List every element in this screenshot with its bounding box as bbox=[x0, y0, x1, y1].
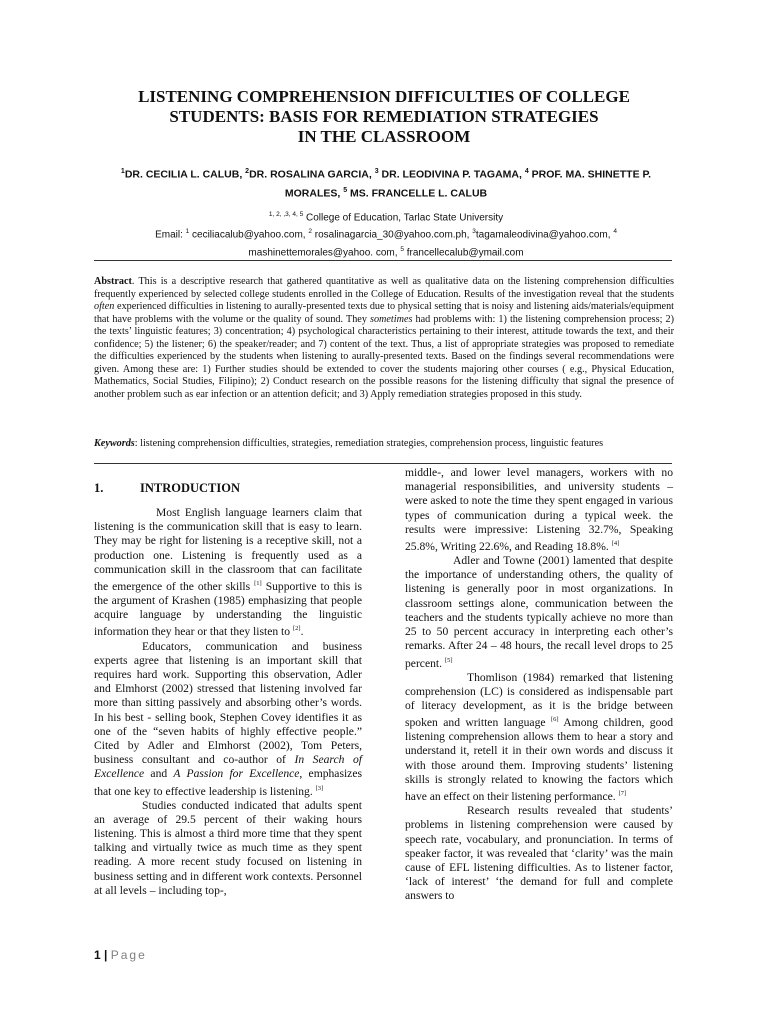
left-column bbox=[94, 506, 362, 898]
affiliation-block bbox=[96, 208, 676, 260]
right-column bbox=[405, 466, 673, 904]
author-list: $^1$DR. CECILIA L. CALUB, $^2$DR. ROSALINA GARCIA, $^3$ DR. LEODIVINA P. TAGAMA, $^4$ PROF. MA. SHINETTE P. MORALES, $^5$ MS. FRANCELLE L. CALUB bbox=[120, 168, 652, 199]
header-divider bbox=[94, 260, 672, 261]
paragraph: Most English language learners claim that listening is the communication skill that is easy to learn. They may be right for listening is a receptive skill, not a production one. Listening is frequently used as a communication skill in the classroom that can facilitate the emergence of the other skills [1] Supportive to this is the argument of Krashen (1985) emphasizing that people acquire language by understanding the linguistic information they hear or that they listen to [2]. bbox=[94, 506, 362, 639]
page-label: Page bbox=[110, 948, 147, 962]
page-number: 1 bbox=[94, 948, 101, 962]
abstract-divider bbox=[94, 463, 672, 464]
section-heading-introduction: 1. INTRODUCTION bbox=[94, 481, 241, 495]
abstract: Abstract. This is a descriptive research that gathered quantitative as well as qualitative data on the listening comprehension difficulties frequently experienced by selected college students enrolled in the College of Education. Results of the investigation reveal that the students often experienced difficulties in listening to aurally-presented texts due to physical setting that is noisy and listening aids/materials/equipment that have problems with the volume or the quality of sound. They sometimes had problems with: 1) the listening comprehension process; 2) the texts’ linguistic features; 3) concentration; 4) psychological characteristics pertaining to their interest, attitude towards the text, and their confidence; 5) the listener; 6) the speaker/reader; and 7) content of the text. Thus, a list of appropriate strategies was proposed to remediate the difficulties experienced by the students when listening to aurally-presented texts. Based on the findings several recommendations were given. Among these are: 1) Further studies should be extended to cover the students majoring other courses ( e.g., Physical Education, Mathematics, Social Studies, Filipino); 2) Conduct research on the possible reasons for the listening difficulty that signal the presence of another problem such as ear infection or an attention deficit; and 3) Apply remediation strategies proposed in this study. bbox=[94, 276, 674, 400]
paragraph: Adler and Towne (2001) lamented that despite the importance of understanding others, the quality of listening is generally poor in most organizations. In classroom settings alone, communication between the teachers and the students typically achieve no more than 25 to 50 percent accuracy in interpreting each other’s remarks. After 24 – 48 hours, the recall level drops to 25 percent. [5] bbox=[405, 554, 673, 670]
paragraph: middle-, and lower level managers, workers with no managerial responsibilities, and university students – were asked to note the time they spent engaged in various types of communication during a typical week. the results were impressive: Listening 32.7%, Speaking 25.8%, Writing 22.6%, and Reading 18.8%. [4] bbox=[405, 466, 673, 553]
paragraph: Thomlison (1984) remarked that listening comprehension (LC) is considered as indispensable part of literacy development, as it is the bridge between spoken and written language [6] Among children, good listening comprehension allows them to hear a story and understand it, retell it in their own words and discuss it with those around them. Improving students’ listening skills is strongly related to knowing the factors which have an effect on their listening performance. [7] bbox=[405, 670, 673, 803]
page-footer: 1 | Page bbox=[94, 948, 147, 962]
paragraph: Research results revealed that students’ problems in listening comprehension were caused by speech rate, vocabulary, and pronunciation. In terms of speaker factor, it was revealed that ‘clarity’ was the main cause of EFL listening difficulties. As to listener factor, ‘lack of interest’ ‘the demand for full and complete answers to bbox=[405, 804, 673, 903]
paragraph: Studies conducted indicated that adults spent an average of 29.5 percent of their waking hours listening. This is almost a third more time that they spent talking and virtually twice as much time as they spent reading. A more recent study focused on listening in business setting and in different work contexts. Personnel at all levels – including top-, bbox=[94, 798, 362, 897]
keywords: Keywords: listening comprehension difficulties, strategies, remediation strategies, comprehension process, linguistic features bbox=[94, 438, 604, 449]
paragraph: Educators, communication and business experts agree that listening is an important skill that requires hard work. Supporting this observation, Adler and Elmhorst (2002) stressed that listening involved far more than sitting passively and absorbing other’s words. In his best - selling book, Stephen Covey identifies it as one of the “seven habits of highly effective people.” Cited by Adler and Elmhorst (2002), Tom Peters, business consultant and co-author of In Search of Excellence and A Passion for Excellence, emphasizes that one key to effective leadership is listening. [3] bbox=[94, 639, 362, 798]
email-line: Email: $^1$ ceciliacalub@yahoo.com, $^2$ rosalinagarcia_30@yahoo.com.ph, $^3$tagamaleodivina@yahoo.com, $^4$ mashinettemorales@yahoo. com, $^5$ francellecalub@ymail.com bbox=[155, 228, 617, 258]
paper-title: LISTENING COMPREHENSION DIFFICULTIES OF COLLEGE STUDENTS: BASIS FOR REMEDIATION STRATEGIES IN THE CLASSROOM bbox=[138, 87, 630, 146]
affiliation-line: $^{1, 2, ,3, 4, 5}$ College of Education, Tarlac State University bbox=[268, 211, 504, 224]
